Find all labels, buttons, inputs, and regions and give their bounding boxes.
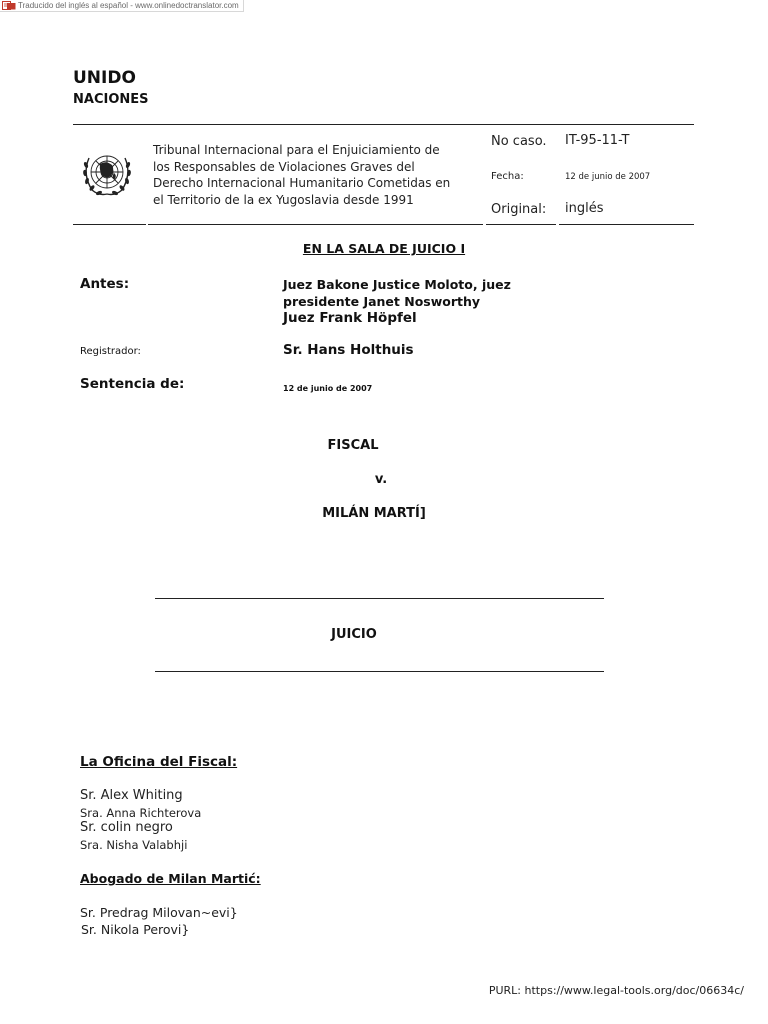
defence-member: Sr. Nikola Perovi} <box>81 922 190 937</box>
document-translate-icon <box>2 1 16 10</box>
header-bottom-rule-1 <box>73 224 146 225</box>
header-bottom-rule-3 <box>486 224 556 225</box>
tribunal-name <box>153 142 453 208</box>
prosecution-member: Sra. Anna Richterova <box>80 806 202 820</box>
prosecution-member: Sra. Nisha Valabhji <box>80 838 188 852</box>
tribunal-line: el Territorio de la ex Yugoslavia desde 1991 <box>153 192 414 207</box>
defence-heading: Abogado de Milan Martić: <box>80 871 261 886</box>
date-label: Fecha: <box>491 171 524 182</box>
judge-line: presidente Janet Nosworthy <box>283 294 481 309</box>
organization-line-2: NACIONES <box>73 92 149 107</box>
translator-banner <box>0 0 244 12</box>
registrar-value: Sr. Hans Holthuis <box>283 342 414 358</box>
prosecution-heading: La Oficina del Fiscal: <box>80 754 238 770</box>
purl-link[interactable]: PURL: https://www.legal-tools.org/doc/06634c/ <box>488 984 744 997</box>
translator-link[interactable]: Traducido del inglés al español - www.onlinedoctranslator.com <box>18 1 239 10</box>
chamber-heading <box>0 241 768 256</box>
before-label: Antes: <box>80 276 130 292</box>
original-label: Original: <box>491 202 547 217</box>
date-value: 12 de junio de 2007 <box>565 172 651 182</box>
tribunal-line: Derecho Internacional Humanitario Cometidas en <box>153 176 451 190</box>
title-bottom-rule <box>155 671 604 672</box>
prosecution-member: Sr. colin negro <box>80 820 173 835</box>
un-emblem-icon <box>78 148 136 200</box>
judge-line: Juez Bakone Justice Moloto, juez <box>283 277 511 292</box>
header-top-rule <box>73 124 694 125</box>
accused-party: MILÁN MARTÍ] <box>322 506 426 521</box>
prosecutor-party: FISCAL <box>327 438 379 453</box>
tribunal-line: Tribunal Internacional para el Enjuiciamiento de <box>153 143 440 157</box>
judgement-date: 12 de junio de 2007 <box>283 384 373 393</box>
judge-line: Juez Frank Höpfel <box>283 310 417 326</box>
case-number-label: No caso. <box>491 134 547 149</box>
chamber-title: EN LA SALA DE JUICIO I <box>302 241 466 256</box>
title-top-rule <box>155 598 604 599</box>
defence-member: Sr. Predrag Milovan~evi} <box>80 905 238 920</box>
registrar-label: Registrador: <box>80 346 141 357</box>
versus: v. <box>374 472 388 487</box>
header-bottom-rule-4 <box>559 224 694 225</box>
document-title: JUICIO <box>331 627 377 642</box>
tribunal-line: los Responsables de Violaciones Graves del <box>153 159 415 174</box>
judges-list <box>283 276 511 327</box>
judgement-label: Sentencia de: <box>80 376 185 392</box>
header-bottom-rule-2 <box>148 224 483 225</box>
organization-line-1: UNIDO <box>73 68 136 88</box>
prosecution-member: Sr. Alex Whiting <box>80 788 183 803</box>
case-number-value: IT-95-11-T <box>565 133 630 148</box>
original-value: inglés <box>565 201 604 216</box>
